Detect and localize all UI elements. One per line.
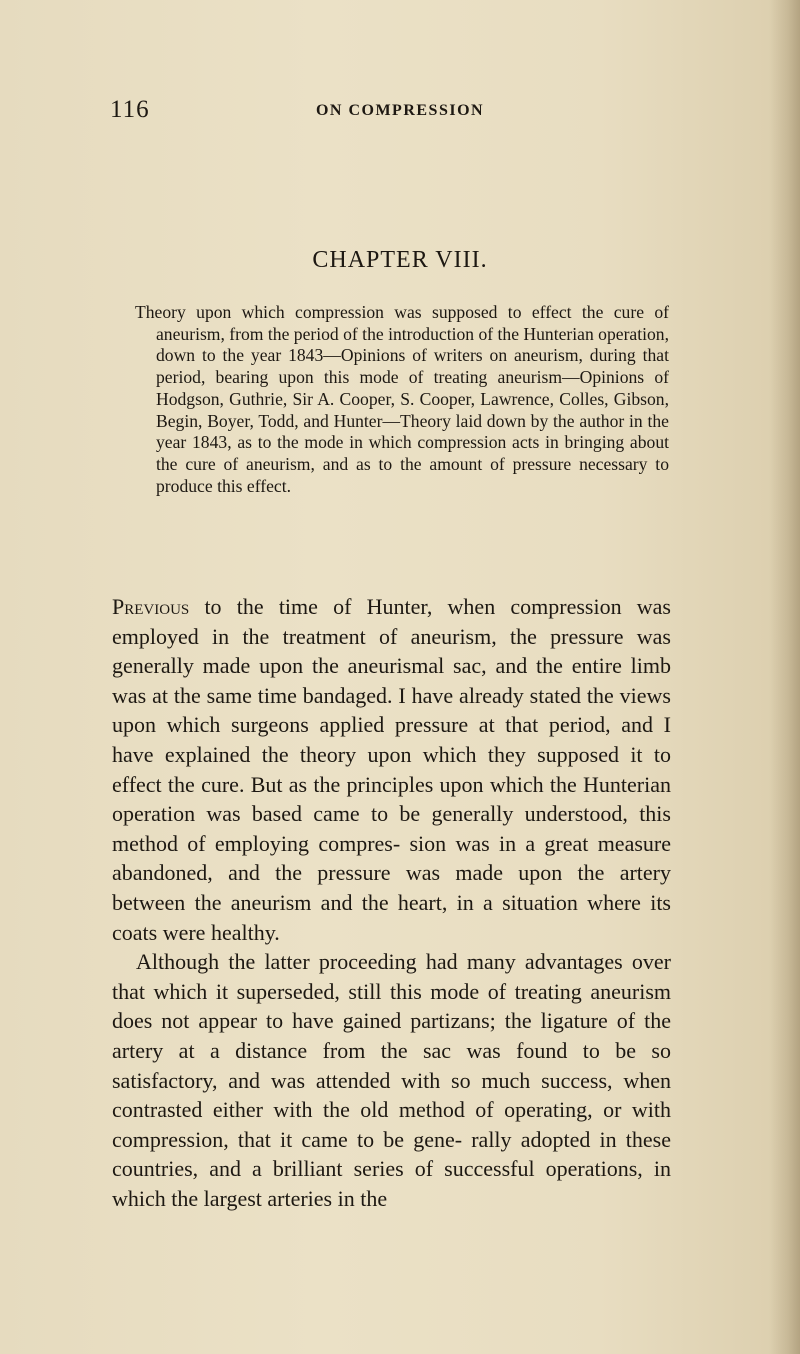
page-edge-shadow xyxy=(770,0,800,1354)
paragraph-1-text: to the time of Hunter, when compression was employed in the treatment of aneurism, the pressure was generally made upon the aneurismal sac, and the entire limb was at the same time bandaged. I have already stated the views upon which surgeons applied pressure at that period, and I have explained the theory upon which they supposed it to effect the cure. But as the principles upon which the Hunterian operation was based came to be generally understood, this method of employing compres- sion was in a great measure abandoned, and the pressure was made upon the artery between the aneurism and the heart, in a situation where its coats were healthy. xyxy=(112,594,671,945)
running-title: ON COMPRESSION xyxy=(315,102,485,119)
chapter-title: CHAPTER VIII. xyxy=(312,247,488,273)
body-text xyxy=(112,592,671,1213)
page-number: 116 xyxy=(110,96,150,123)
paragraph-1 xyxy=(112,592,671,947)
paragraph-2: Although the latter proceeding had many advantages over that which it superseded, still this mode of treating aneurism does not appear to have gained partizans; the ligature of the artery at a distance from the sac was found to be so satisfactory, and was attended with so much success, when contrasted either with the old method of operating, or with compression, that it came to be gene- rally adopted in these countries, and a brilliant series of successful operations, in which the largest arteries in the xyxy=(112,949,671,1211)
chapter-synopsis: Theory upon which compression was supposed to effect the cure of aneurism, from the period of the introduction of the Hunterian operation, down to the year 1843—Opinions of writers on aneurism, during that period, bearing upon this mode of treating aneurism—Opinions of Hodgson, Guthrie, Sir A. Cooper, S. Cooper, Lawrence, Colles, Gibson, Begin, Boyer, Todd, and Hunter—Theory laid down by the author in the year 1843, as to the mode in which compression acts in bringing about the cure of aneurism, and as to the amount of pressure necessary to produce this effect. xyxy=(135,302,670,496)
page-header xyxy=(0,96,800,136)
paragraph-1-lead: Previous xyxy=(112,594,190,619)
